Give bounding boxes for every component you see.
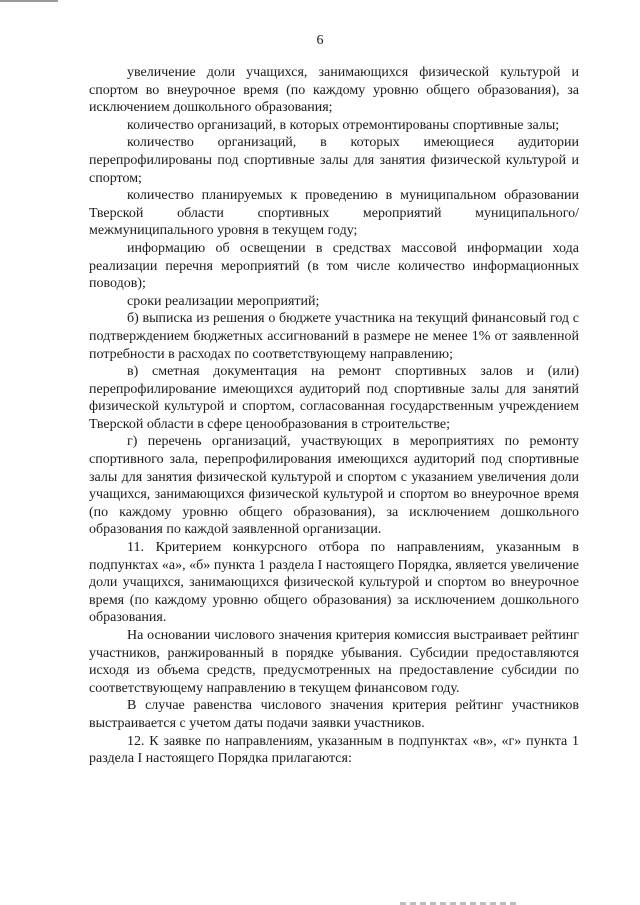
paragraph: г) перечень организаций, участвующих в мероприятиях по ремонту спортивного зала, перепрофилирования имеющихся аудиторий под спортивные залы для занятия физической культурой и спортом с указанием увеличения доли учащихся, занимающихся физической культурой и спортом во внеурочное время (по каждому уровню общего образования), за исключением дошкольного образования по каждой заявленной организации. [89, 434, 579, 538]
document-body [89, 64, 579, 768]
paragraph: На основании числового значения критерия комиссия выстраивает рейтинг участников, ранжированный в порядке убывания. Субсидии предоставляются исходя из объема средств, предусмотренных на предоставление субсидии по соответствующему направлению в текущем финансовом году. [89, 628, 579, 696]
paragraph: в) сметная документация на ремонт спортивных залов и (или) перепрофилирование имеющихся аудиторий под спортивные залы для занятий физической культурой и спортом, согласованная государственным учреждением Тверской области в сфере ценообразования в строительстве; [89, 364, 579, 432]
paragraph: 12. К заявке по направлениям, указанным в подпунктах «в», «г» пункта 1 раздела I настоящего Порядка прилагаются: [89, 733, 579, 767]
paragraph: количество организаций, в которых имеющиеся аудитории перепрофилированы под спортивные залы для занятия физической культурой и спортом; [89, 135, 579, 186]
paragraph: 11. Критерием конкурсного отбора по направлениям, указанным в подпунктах «а», «б» пункта 1 раздела I настоящего Порядка, является увеличение доли учащихся, занимающихся физической культурой и спортом во внеурочное время (по каждому уровню общего образования) за исключением дошкольного образования. [89, 540, 579, 626]
paragraph: информацию об освещении в средствах массовой информации хода реализации перечня мероприятий (в том числе количество информационных поводов); [89, 240, 579, 292]
paragraph: б) выписка из решения о бюджете участника на текущий финансовый год с подтверждением бюджетных ассигнований в размере не менее 1% от заявленной потребности в расходах по соответствующему направлению; [89, 311, 579, 362]
paragraph: сроки реализации мероприятий; [127, 293, 320, 309]
paragraph: количество планируемых к проведению в муниципальном образовании Тверской области спортивных мероприятий муниципального/межмуниципального уровня в текущем году; [89, 188, 579, 239]
paragraph: увеличение доли учащихся, занимающихся физической культурой и спортом во внеурочное время (по каждому уровню общего образования), за исключением дошкольного образования; [89, 65, 579, 116]
paragraph: количество организаций, в которых отремонтированы спортивные залы; [127, 117, 560, 133]
scan-edge-mark [0, 0, 58, 2]
page-number: 6 [316, 33, 324, 48]
paragraph: В случае равенства числового значения критерия рейтинг участников выстраивается с учетом даты подачи заявки участников. [89, 698, 579, 731]
